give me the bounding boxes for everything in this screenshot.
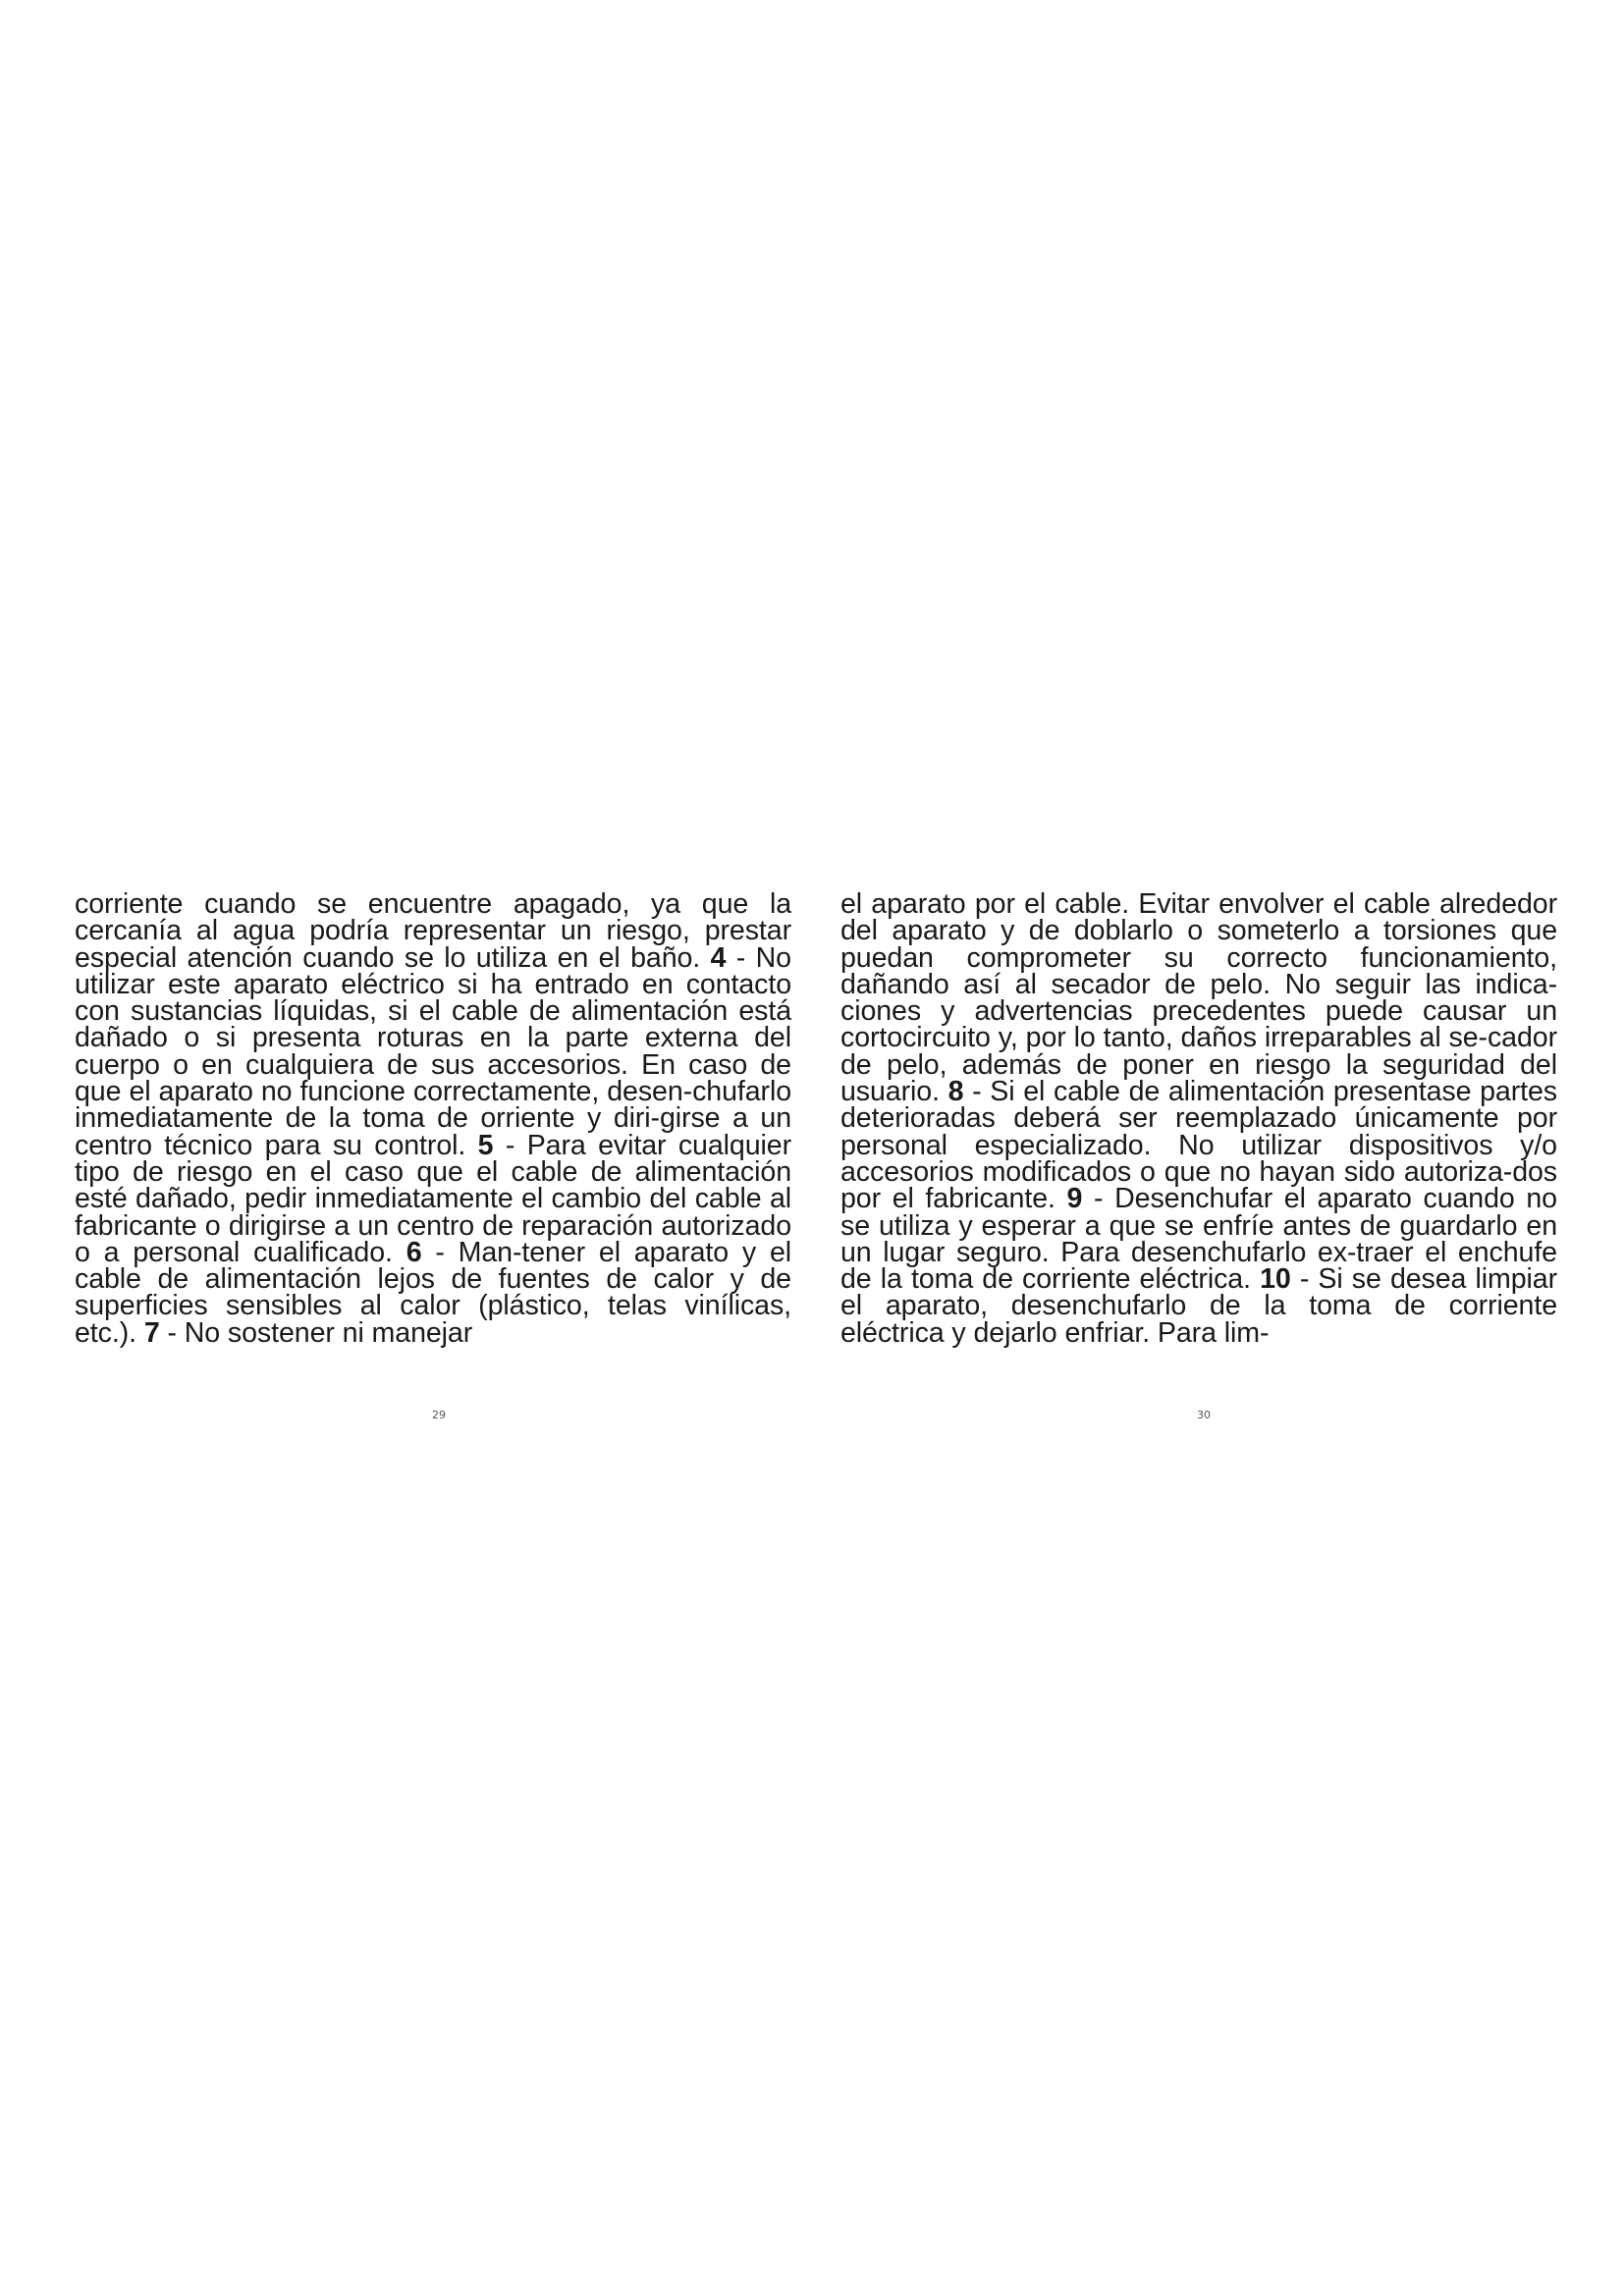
- text-segment: el aparato por el cable. Evitar envolver el cable alrededor del aparato y de doblarlo o someterlo a torsiones que puedan comprometer su correcto funcionamiento, dañando así al secador de pelo. No seguir las indica-ciones y advertencias precedentes puede causar un cortocircuito y, por lo tanto, daños irreparables al se-cador de pelo, además de poner en riesgo la seguridad del usuario.: [840, 888, 1557, 1108]
- text-segment: - Si se desea limpiar el aparato, desenchufarlo de la toma de corriente eléctrica y dejarlo enfriar. Para lim-: [840, 1263, 1558, 1349]
- left-page-number: 29: [432, 1409, 446, 1421]
- item-number-8: 8: [947, 1076, 964, 1108]
- item-number-5: 5: [477, 1129, 494, 1161]
- text-segment: - Man-tener el aparato y el cable de alimentación lejos de fuentes de calor y de superficies sensibles al calor (plástico, telas vinílicas, etc.).: [75, 1236, 792, 1349]
- text-segment: - No sostener ni manejar: [159, 1316, 473, 1349]
- right-page-number: 30: [1197, 1409, 1211, 1421]
- text-segment: - Desenchufar el aparato cuando no se utiliza y esperar a que se enfríe antes de guardarlo en un lugar seguro. Para desenchufarlo ex-traer el enchufe de la toma de corriente eléctrica.: [840, 1183, 1557, 1296]
- right-page-text: [840, 888, 1558, 1349]
- item-number-7: 7: [143, 1316, 160, 1349]
- text-segment: - Si el cable de alimentación presentase partes deterioradas deberá ser reemplazado únicamente por personal especializado. No utilizar dispositivos y/o accesorios modificados o que no hayan sido autoriza-dos por el fabricante.: [840, 1076, 1557, 1215]
- item-number-4: 4: [710, 941, 727, 974]
- left-page-text: [75, 888, 792, 1349]
- text-segment: - Para evitar cualquier tipo de riesgo en el caso que el cable de alimentación esté dañado, pedir inmediatamente el cambio del cable al fabricante o dirigirse a un centro de reparación autorizado o a personal cualificado.: [75, 1129, 791, 1268]
- left-page-column: [75, 888, 792, 1349]
- text-segment: - No utilizar este aparato eléctrico si ha entrado en contacto con sustancias líquidas, si el cable de alimentación está dañado o si presenta roturas en la parte externa del cuerpo o en cualquiera de sus accesorios. En caso de que el aparato no funcione correctamente, desen-chufarlo inmediatamente de la toma de orriente y diri-girse a un centro técnico para su control.: [75, 941, 791, 1161]
- item-number-6: 6: [406, 1236, 422, 1268]
- right-page-column: [840, 888, 1558, 1349]
- item-number-10: 10: [1260, 1263, 1291, 1296]
- item-number-9: 9: [1066, 1183, 1083, 1215]
- text-segment: corriente cuando se encuentre apagado, ya que la cercanía al agua podría representar un riesgo, prestar especial atención cuando se lo utiliza en el baño.: [75, 888, 791, 974]
